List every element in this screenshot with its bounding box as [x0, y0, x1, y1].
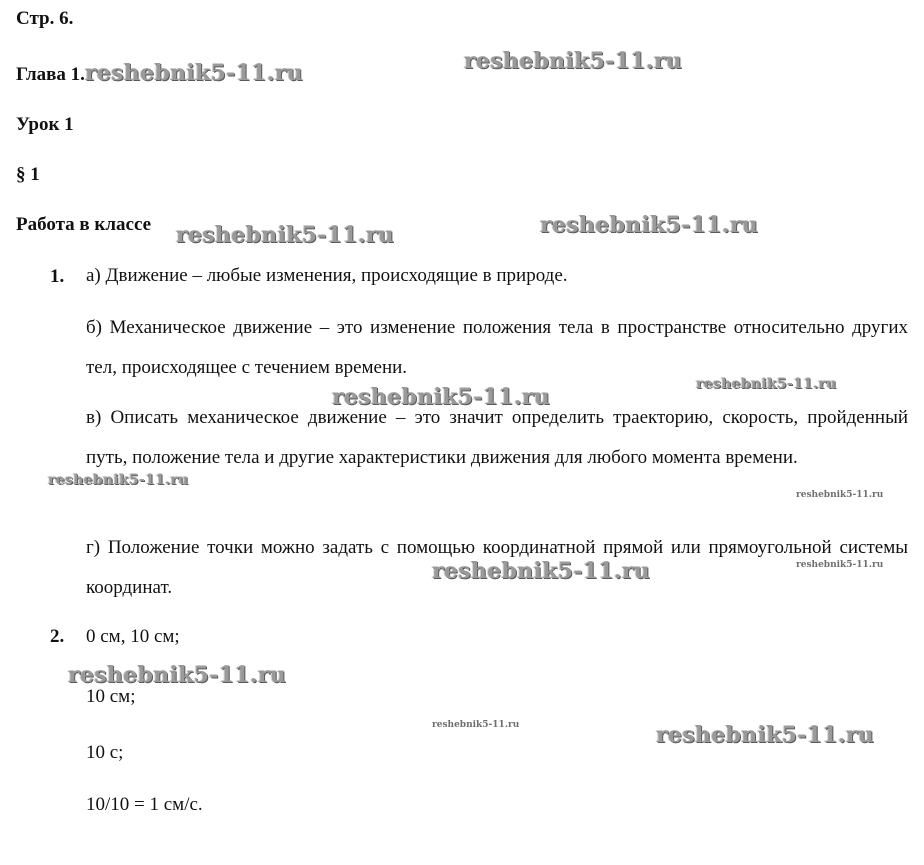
item-2-line-4: 10/10 = 1 см/с.: [86, 794, 203, 815]
item-number-1: 1.: [50, 266, 65, 287]
watermark: reshebnik5-11.ru: [176, 222, 395, 248]
watermark: reshebnik5-11.ru: [540, 212, 759, 238]
watermark: reshebnik5-11.ru: [796, 490, 884, 500]
item-1-paragraph-a: а) Движение – любые изменения, происходящие в природе.: [86, 265, 568, 286]
watermark: reshebnik5-11.ru: [796, 560, 884, 570]
lesson-heading: Урок 1: [16, 114, 74, 135]
watermark: reshebnik5-11.ru: [464, 48, 683, 74]
watermark: reshebnik5-11.ru: [48, 472, 189, 488]
watermark: reshebnik5-11.ru: [332, 384, 551, 410]
item-number-2: 2.: [50, 626, 65, 647]
item-2-line-3: 10 с;: [86, 742, 124, 763]
section-heading: § 1: [16, 164, 40, 185]
watermark: reshebnik5-11.ru: [84, 60, 303, 86]
item-1-paragraph-c: в) Описать механическое движение – это значит определить траекторию, скорость, пройденный путь, положение тела и другие характеристики движения для любого момента времени.: [86, 407, 908, 468]
page-number-heading: Стр. 6.: [16, 8, 74, 29]
item-1-paragraph-d: г) Положение точки можно задать с помощью координатной прямой или прямоугольной системы координат.: [86, 537, 908, 598]
chapter-heading-text: Глава 1.: [16, 64, 85, 85]
watermark: reshebnik5-11.ru: [432, 558, 651, 584]
classwork-heading: Работа в классе: [16, 214, 152, 235]
watermark: reshebnik5-11.ru: [656, 722, 875, 748]
watermark: reshebnik5-11.ru: [696, 376, 837, 392]
item-1-paragraph-b: б) Механическое движение – это изменение положения тела в пространстве относительно других тел, происходящее с течением времени.: [86, 317, 908, 378]
item-2-line-1: 0 см, 10 см;: [86, 626, 180, 647]
item-2-line-2: 10 см;: [86, 686, 136, 707]
watermark: reshebnik5-11.ru: [432, 720, 520, 730]
watermark: reshebnik5-11.ru: [68, 662, 287, 688]
chapter-heading: [16, 62, 303, 86]
